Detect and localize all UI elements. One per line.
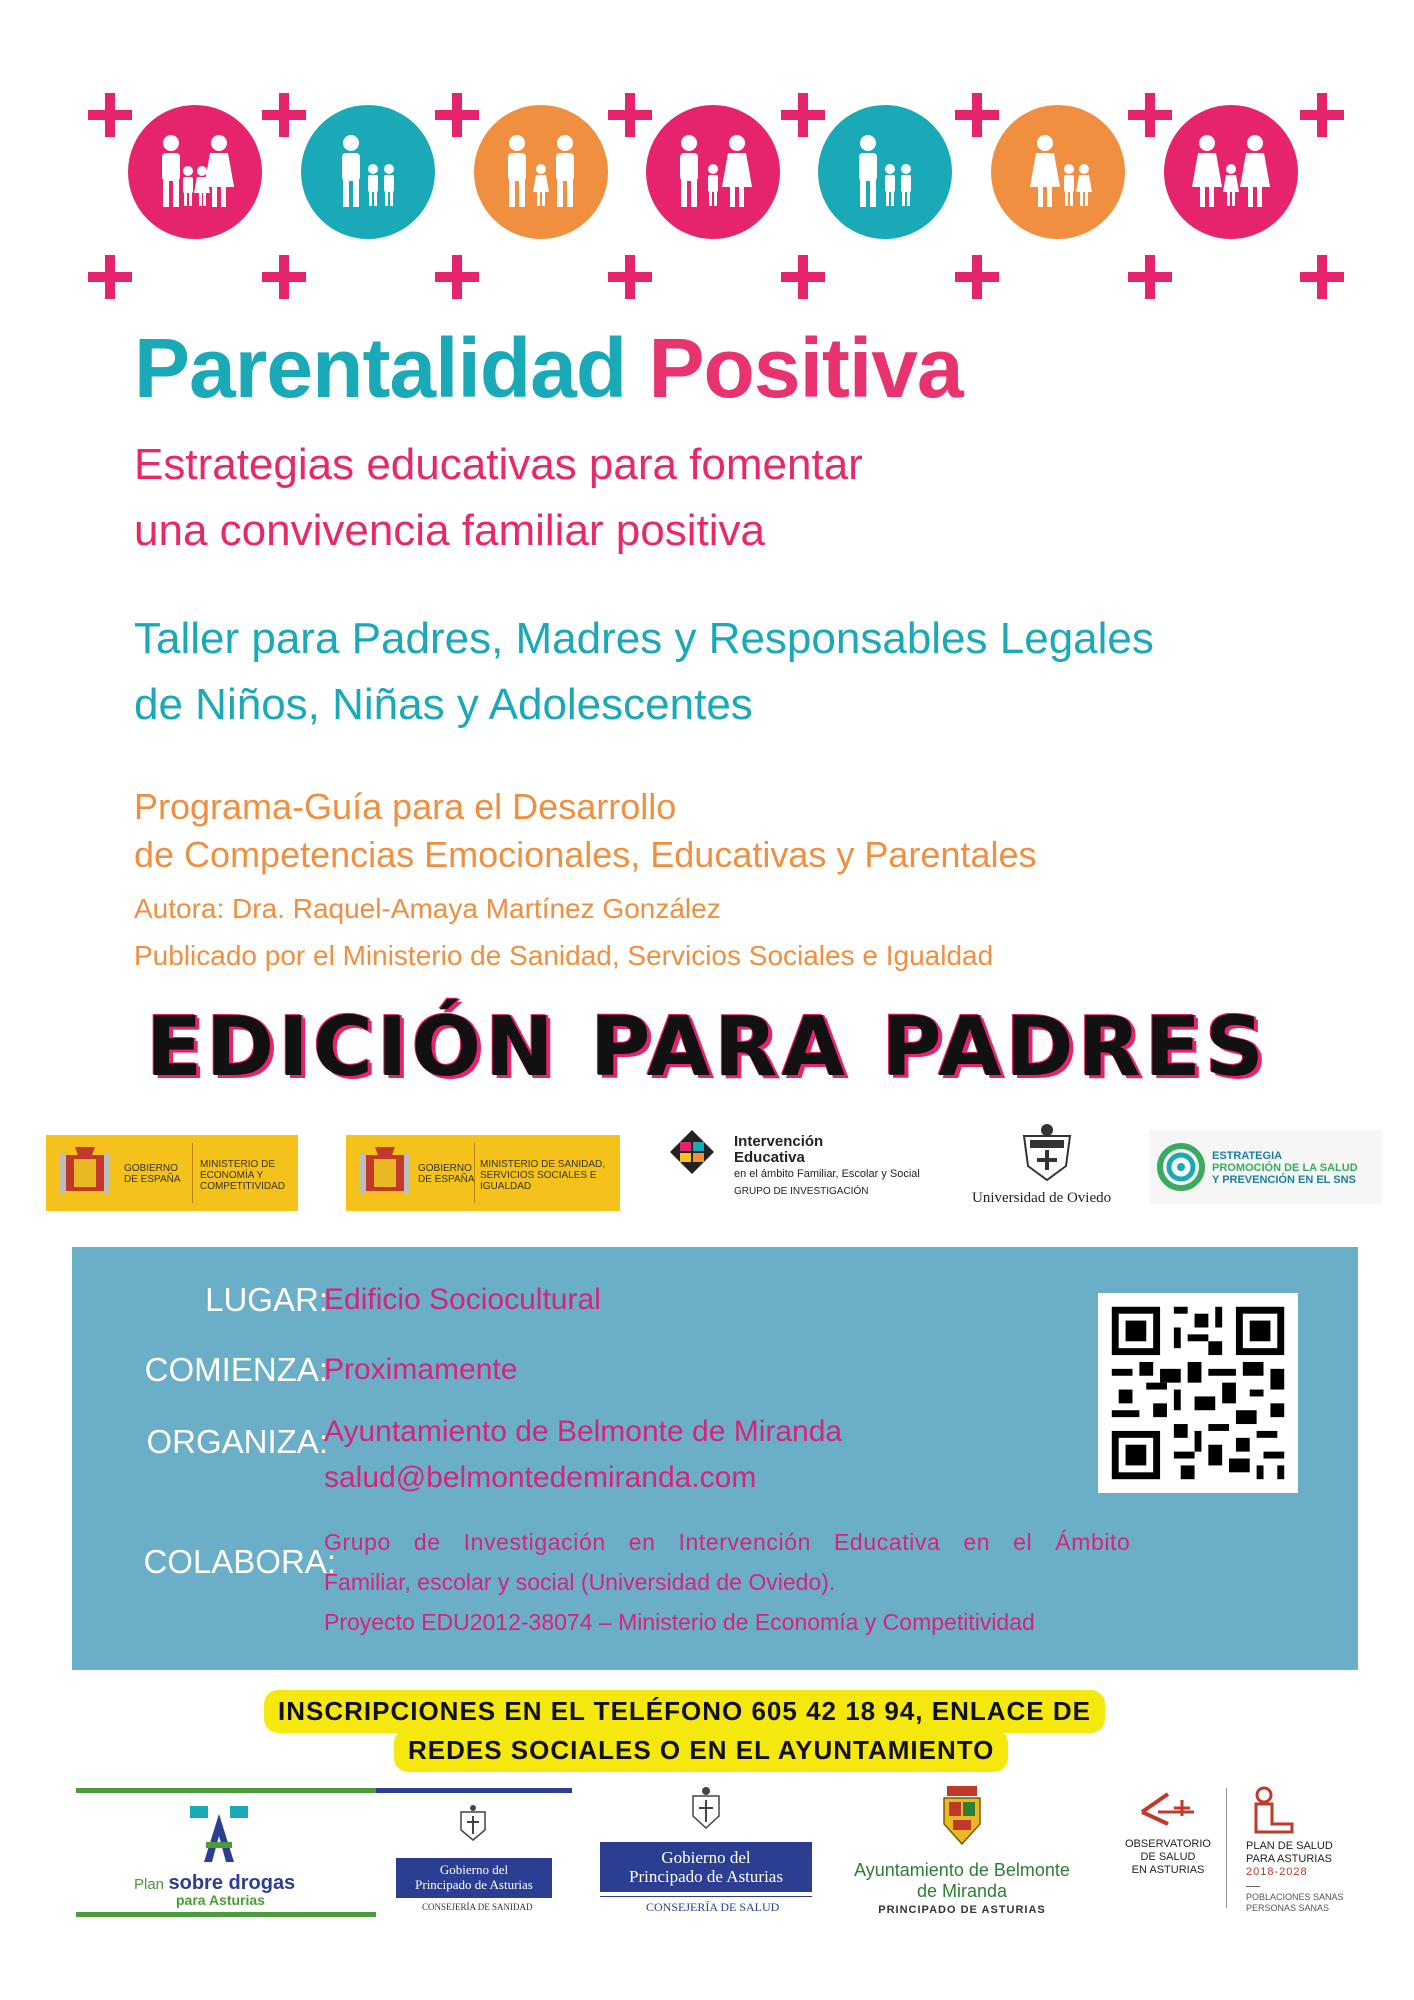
colabora-line1: Grupo de Investigación en Intervención Educativa en el Ámbito [324,1529,1131,1555]
plus-icon [955,255,999,299]
qr-code[interactable] [1098,1293,1298,1493]
gob-pa1-line1: Gobierno del [439,1862,509,1877]
comienza-value: Proximamente [324,1353,518,1386]
organiza-email[interactable]: salud@belmontedemiranda.com [324,1461,757,1494]
obs-line1: OBSERVATORIO [1125,1838,1211,1850]
asturias-crest-icon [458,1804,488,1844]
lugar-label: LUGAR: [205,1281,328,1318]
ministry-label: MINISTERIO DE SANIDAD, SERVICIOS SOCIALES E IGUALDAD [480,1159,606,1192]
coat-of-arms-icon [60,1145,110,1201]
colabora-line2: Familiar, escolar y social (Universidad de Oviedo). [324,1569,836,1595]
university-crest-icon [1016,1122,1078,1182]
estrategia-line1: ESTRATEGIA [1212,1150,1283,1162]
divider-line [1226,1788,1227,1908]
ie-group: GRUPO DE INVESTIGACIÓN [734,1186,869,1197]
gobierno-espana-economia-logo [46,1135,298,1211]
organiza-label: ORGANIZA: [146,1423,328,1460]
obs-line2: DE SALUD [1140,1851,1196,1863]
plan-salud-line1: PLAN DE SALUD [1246,1840,1333,1852]
plan-salud-line3: 2018-2028 [1246,1866,1308,1878]
workshop-line1: Taller para Padres, Madres y Responsables Legales [134,614,1154,663]
spiral-icon [1156,1142,1206,1192]
family-icon [128,105,262,239]
colabora-line3: Proyecto EDU2012-38074 – Ministerio de Economía y Competitividad [324,1609,1035,1635]
ayto-line1: Ayuntamiento de Belmonte [854,1860,1070,1880]
plan-salud-icon [1250,1786,1300,1834]
inscripciones-line2: REDES SOCIALES O EN EL AYUNTAMIENTO [394,1729,1008,1772]
page-title [134,320,963,417]
intervencion-educativa-logo [668,1122,928,1212]
uniovi-label: Universidad de Oviedo [972,1190,1112,1206]
gob-label: GOBIERNO DE ESPAÑA [124,1163,181,1185]
asturias-crest-icon [689,1786,723,1832]
plan-salud-line4: POBLACIONES SANAS [1246,1892,1344,1902]
ayto-line3: PRINCIPADO DE ASTURIAS [878,1904,1046,1916]
plus-icon [88,93,132,137]
obs-line3: EN ASTURIAS [1131,1864,1205,1876]
qr-code-icon [1098,1293,1298,1493]
gobierno-espana-sanidad-logo [346,1135,620,1211]
plus-icon [435,255,479,299]
universidad-oviedo-logo [972,1122,1142,1212]
plan-salud-line5: PERSONAS SANAS [1246,1903,1330,1913]
subtitle-line2: una convivencia familiar positiva [134,506,765,555]
belmonte-crest-icon [941,1784,983,1846]
author: Autora: Dra. Raquel-Amaya Martínez González [134,893,721,924]
ayuntamiento-belmonte-logo [842,1784,1082,1924]
plus-icon [262,255,306,299]
edition-heading: EDICIÓN PARA PADRES [146,1000,1268,1095]
gob-pa2-line2: Principado de Asturias [629,1867,783,1886]
family-icon [646,105,780,239]
plus-icon [1300,255,1344,299]
inscripciones-line1: INSCRIPCIONES EN EL TELÉFONO 605 42 18 94, ENLACE DE [264,1690,1105,1733]
title-part1: Parentalidad [134,321,627,415]
plan-sobre-drogas-logo [76,1788,376,1920]
lugar-value: Edificio Sociocultural [324,1283,601,1316]
publisher: Publicado por el Ministerio de Sanidad, Servicios Sociales e Igualdad [134,940,994,971]
observatorio-icon [1138,1790,1198,1828]
plus-icon [1300,93,1344,137]
family-icon [474,105,608,239]
organiza-value: Ayuntamiento de Belmonte de Miranda [324,1415,843,1448]
workshop-line2: de Niños, Niñas y Adolescentes [134,680,753,729]
plus-icon [435,93,479,137]
intervencion-educativa-icon [668,1128,716,1180]
gob-label: GOBIERNO DE ESPAÑA [418,1163,475,1185]
plan-salud-asturias-logo [1240,1782,1370,1932]
colabora-label: COLABORA: [143,1543,336,1580]
gobierno-principado-sanidad-logo [376,1788,572,1920]
plus-icon [1128,255,1172,299]
gob-pa1-line3: CONSEJERÍA DE SANIDAD [422,1902,533,1912]
family-icon [1164,105,1298,239]
estrategia-promocion-salud-logo [1150,1130,1382,1204]
program-line1: Programa-Guía para el Desarrollo [134,786,677,827]
plus-icon [781,255,825,299]
estrategia-line3: Y PREVENCIÓN EN EL SNS [1212,1174,1356,1186]
gobierno-principado-salud-logo [596,1782,816,1922]
ie-title2: Educativa [734,1149,805,1166]
plan-drogas-icon [188,1806,250,1862]
plan-label-c: para Asturias [176,1892,265,1908]
plus-icon [88,255,132,299]
gob-pa1-line2: Principado de Asturias [415,1877,533,1892]
family-icon [818,105,952,239]
gob-pa2-line3: CONSEJERÍA DE SALUD [646,1900,780,1914]
plan-label-b: sobre drogas [168,1872,296,1894]
plus-icon [262,93,306,137]
ie-subtitle: en el ámbito Familiar, Escolar y Social [734,1168,920,1180]
plan-salud-line2: PARA ASTURIAS [1246,1853,1332,1865]
gob-pa2-line1: Gobierno del [661,1848,751,1867]
subtitle-line1: Estrategias educativas para fomentar [134,440,863,489]
observatorio-salud-logo [1108,1782,1228,1902]
title-part2: Positiva [648,321,963,415]
ie-title1: Intervención [734,1133,824,1150]
plus-icon [608,255,652,299]
ministry-label: MINISTERIO DE ECONOMÍA Y COMPETITIVIDAD [200,1159,286,1192]
program-line2: de Competencias Emocionales, Educativas y Parentales [134,834,1037,875]
estrategia-line2: PROMOCIÓN DE LA SALUD [1212,1162,1358,1174]
plan-label-a: Plan [134,1876,165,1893]
family-icon [991,105,1125,239]
comienza-label: COMIENZA: [144,1351,328,1388]
family-icon [301,105,435,239]
coat-of-arms-icon [360,1145,410,1201]
ayto-line2: de Miranda [916,1881,1008,1901]
